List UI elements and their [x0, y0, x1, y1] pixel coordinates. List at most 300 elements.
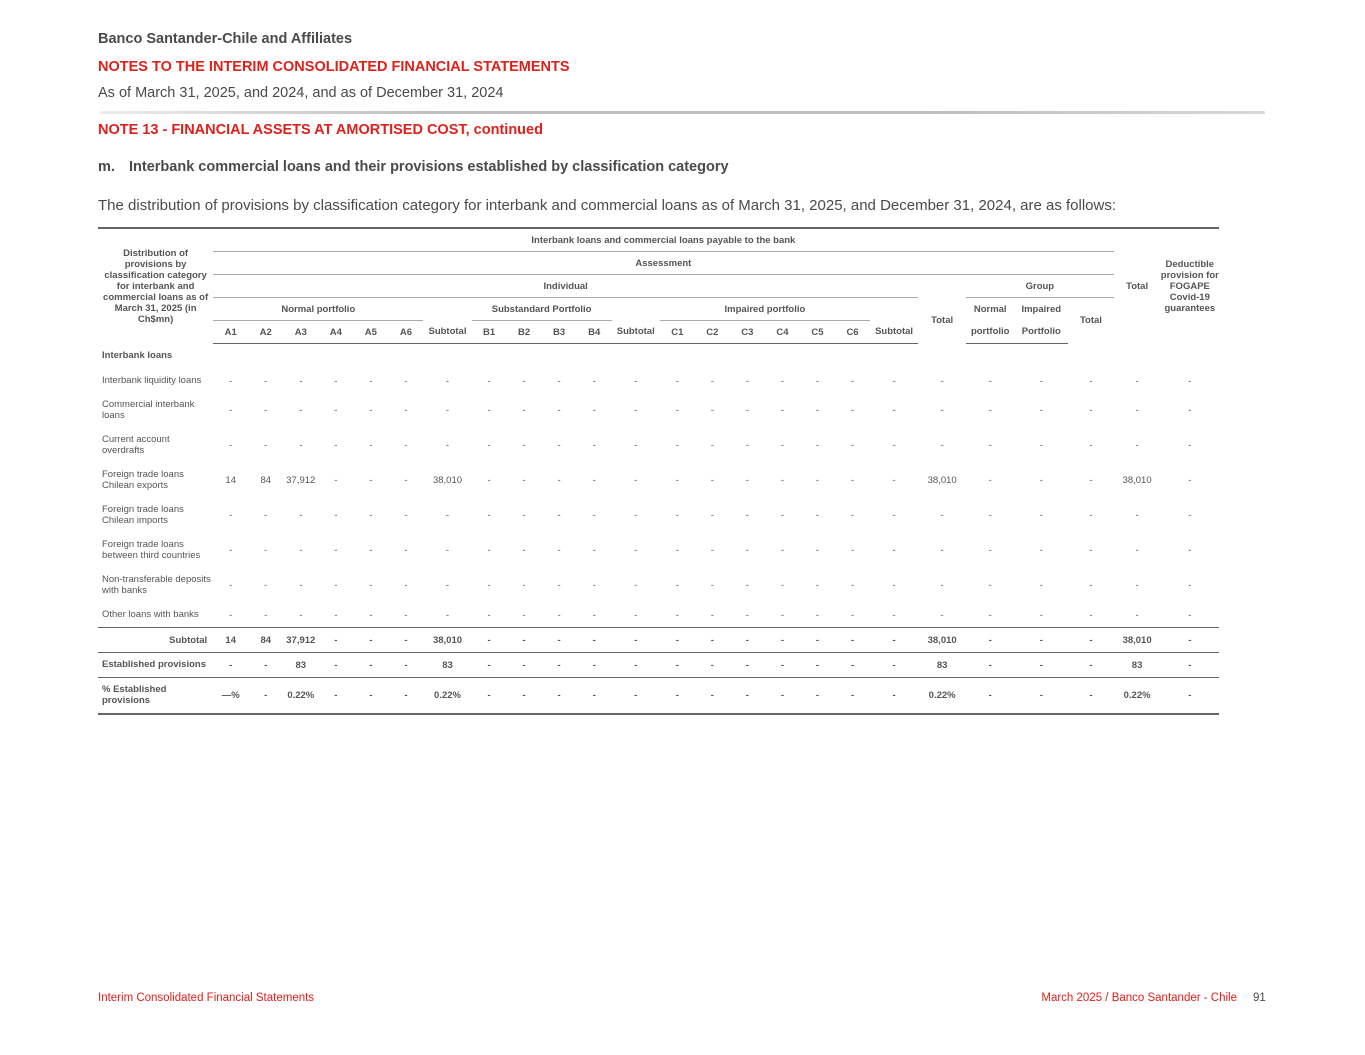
- column-header: C5: [800, 321, 835, 344]
- table-cell: -: [1135, 609, 1139, 621]
- table-cell: -: [1039, 545, 1043, 556]
- table-cell: -: [229, 375, 233, 387]
- table-cell: -: [892, 375, 896, 387]
- table-cell: -: [318, 653, 353, 678]
- table-cell: -: [695, 678, 730, 715]
- group-impaired-header: Impaired: [1021, 303, 1062, 315]
- table-cell: 38,010: [1114, 628, 1161, 653]
- table-cell: -: [612, 678, 660, 715]
- table-cell: -: [507, 628, 542, 653]
- table-cell: -: [634, 475, 638, 486]
- table-cell: -: [264, 510, 268, 521]
- table-cell: -: [487, 510, 491, 521]
- spacer-cell: [918, 275, 966, 298]
- table-cell: -: [634, 440, 638, 451]
- table-cell: -: [213, 653, 248, 678]
- table-cell: -: [815, 440, 820, 451]
- table-cell: -: [522, 475, 526, 486]
- table-cell: -: [557, 545, 561, 556]
- table-cell: -: [695, 653, 730, 678]
- table-cell: -: [710, 375, 714, 387]
- table-cell: -: [892, 609, 896, 621]
- row-label: Commercial interbank loans: [102, 399, 195, 421]
- table-cell: 83: [918, 653, 966, 678]
- table-cell: -: [1039, 609, 1043, 621]
- table-row: [98, 463, 1219, 498]
- table-cell: -: [675, 580, 679, 591]
- as-of-date: As of March 31, 2025, and 2024, and as of December 31, 2024: [98, 85, 504, 101]
- column-header: C2: [695, 321, 730, 344]
- table-cell: -: [815, 375, 820, 387]
- table-cell: -: [800, 628, 835, 653]
- table-cell: -: [940, 545, 944, 556]
- table-cell: -: [334, 405, 338, 416]
- table-cell: -: [966, 653, 1014, 678]
- table-cell: -: [966, 628, 1014, 653]
- table-cell: -: [522, 545, 526, 556]
- table-cell: -: [445, 405, 450, 416]
- table-cell: -: [800, 678, 835, 715]
- spacer-cell: [870, 298, 918, 321]
- table-cell: -: [780, 580, 785, 591]
- section-label: Interbank loans: [102, 350, 173, 361]
- table-cell: 14: [225, 475, 236, 486]
- row-label: Foreign trade loans Chilean imports: [102, 504, 184, 526]
- table-cell: -: [318, 628, 353, 653]
- table-cell: -: [487, 545, 491, 556]
- table-cell: -: [892, 510, 896, 521]
- assessment-header: Assessment: [213, 252, 1113, 275]
- table-cell: -: [299, 440, 303, 451]
- table-cell: -: [850, 510, 855, 521]
- table-cell: -: [557, 580, 561, 591]
- table-cell: 38,010: [423, 628, 471, 653]
- table-cell: -: [1089, 545, 1093, 556]
- table-cell: -: [299, 375, 303, 387]
- table-cell: -: [1068, 678, 1113, 715]
- individual-total-header: Total: [931, 315, 954, 326]
- table-cell: -: [1135, 510, 1139, 521]
- table-cell: -: [522, 440, 526, 451]
- table-cell: -: [695, 628, 730, 653]
- table-cell: -: [472, 678, 507, 715]
- table-cell: -: [369, 510, 373, 521]
- table-cell: -: [892, 580, 896, 591]
- table-cell: -: [1039, 375, 1043, 387]
- table-cell: -: [815, 609, 820, 621]
- table-cell: -: [229, 609, 233, 621]
- table-cell: -: [780, 609, 785, 621]
- table-cell: -: [988, 405, 992, 416]
- table-cell: -: [1014, 628, 1068, 653]
- table-cell: -: [404, 609, 408, 621]
- table-cell: -: [1089, 375, 1093, 387]
- table-cell: -: [940, 405, 944, 416]
- table-cell: -: [1039, 510, 1043, 521]
- spacer-cell: [612, 298, 660, 321]
- table-cell: -: [988, 580, 992, 591]
- group-normal-header-2: portfolio: [966, 321, 1014, 344]
- column-header: B2: [507, 321, 542, 344]
- table-cell: -: [404, 475, 408, 486]
- table-cell: -: [835, 653, 870, 678]
- column-header: C3: [730, 321, 765, 344]
- table-cell: -: [299, 510, 303, 521]
- column-header: Subtotal: [423, 321, 471, 344]
- table-cell: 84: [260, 475, 272, 486]
- table-row: [98, 568, 1219, 603]
- table-cell: -: [988, 545, 992, 556]
- table-cell: -: [445, 545, 450, 556]
- row-label: Subtotal: [98, 628, 213, 653]
- row-label: Non-transferable deposits with banks: [102, 574, 211, 596]
- table-cell: -: [388, 653, 423, 678]
- table-cell: -: [612, 653, 660, 678]
- table-cell: -: [404, 580, 408, 591]
- table-cell: -: [229, 440, 233, 451]
- table-cell: -: [542, 628, 577, 653]
- table-cell: -: [780, 440, 785, 451]
- column-header: A2: [248, 321, 283, 344]
- row-label: Interbank liquidity loans: [102, 374, 202, 386]
- table-cell: -: [1161, 628, 1219, 653]
- table-cell: -: [369, 440, 373, 451]
- column-header: B1: [472, 321, 507, 344]
- table-cell: -: [522, 510, 526, 521]
- table-cell: -: [1135, 545, 1139, 556]
- table-cell: -: [1089, 475, 1093, 486]
- table-cell: -: [870, 628, 918, 653]
- table-cell: -: [522, 609, 526, 621]
- table-row: [98, 678, 1219, 715]
- table-cell: -: [299, 580, 303, 591]
- table-cell: -: [1068, 628, 1113, 653]
- intro-paragraph: The distribution of provisions by classification category for interbank and commercial loans as of March 31, 2025, and December 31, 2024, are as follows:: [98, 197, 1117, 214]
- table-cell: -: [299, 545, 303, 556]
- normal-portfolio-header: Normal portfolio: [213, 298, 423, 321]
- provisions-table-wrap: [98, 227, 1219, 715]
- table-cell: -: [1188, 440, 1192, 451]
- column-header: B4: [577, 321, 612, 344]
- table-cell: -: [988, 609, 992, 621]
- section-title: Interbank commercial loans and their provisions established by classification category: [129, 159, 729, 175]
- table-cell: -: [780, 375, 785, 387]
- table-cell: -: [675, 405, 679, 416]
- table-cell: -: [940, 510, 944, 521]
- table-cell: -: [522, 375, 526, 387]
- table-cell: 83: [1114, 653, 1161, 678]
- table-cell: -: [634, 510, 638, 521]
- table-cell: -: [710, 405, 714, 416]
- table-cell: -: [815, 580, 820, 591]
- table-cell: -: [710, 545, 714, 556]
- table-cell: -: [710, 609, 714, 621]
- table-cell: 0.22%: [1114, 678, 1161, 715]
- table-cell: 0.22%: [283, 678, 318, 715]
- table-cell: -: [487, 475, 491, 486]
- table-cell: 83: [283, 653, 318, 678]
- provisions-table: [98, 227, 1219, 715]
- table-cell: -: [675, 609, 679, 621]
- table-cell: -: [404, 440, 408, 451]
- table-cell: -: [369, 405, 373, 416]
- table-cell: -: [264, 580, 268, 591]
- table-cell: -: [487, 375, 491, 387]
- table-cell: -: [745, 440, 749, 451]
- table-row: [98, 653, 1219, 678]
- deductible-header: Deductible provision for FOGAPE Covid-19 guarantees: [1161, 228, 1219, 344]
- table-cell: 84: [248, 628, 283, 653]
- table-cell: -: [264, 405, 268, 416]
- payable-header: Interbank loans and commercial loans payable to the bank: [213, 228, 1113, 252]
- company-name: Banco Santander-Chile and Affiliates: [98, 31, 353, 47]
- table-cell: -: [487, 405, 491, 416]
- table-cell: -: [940, 440, 944, 451]
- spacer-cell: [213, 344, 1219, 370]
- row-label: Foreign trade loans between third countries: [102, 539, 201, 561]
- table-cell: -: [1068, 653, 1113, 678]
- table-cell: -: [369, 475, 373, 486]
- table-cell: -: [835, 628, 870, 653]
- table-cell: -: [445, 609, 450, 621]
- table-cell: -: [592, 580, 596, 591]
- table-cell: -: [892, 545, 896, 556]
- table-cell: -: [940, 375, 944, 387]
- table-cell: -: [334, 475, 338, 486]
- header-divider: [100, 111, 1265, 114]
- table-cell: -: [229, 580, 233, 591]
- row-label: Current account overdrafts: [102, 434, 170, 456]
- table-cell: -: [634, 609, 638, 621]
- table-cell: -: [634, 580, 638, 591]
- table-cell: 38,010: [432, 475, 463, 486]
- table-cell: -: [1039, 405, 1043, 416]
- table-cell: -: [710, 510, 714, 521]
- table-cell: -: [800, 653, 835, 678]
- table-cell: -: [487, 440, 491, 451]
- table-cell: -: [850, 545, 855, 556]
- column-header: B3: [542, 321, 577, 344]
- table-cell: -: [353, 678, 388, 715]
- table-cell: -: [445, 440, 450, 451]
- table-cell: -: [730, 653, 765, 678]
- table-cell: -: [815, 405, 820, 416]
- table-cell: -: [1014, 653, 1068, 678]
- table-cell: -: [850, 609, 855, 621]
- table-cell: -: [264, 440, 268, 451]
- table-cell: -: [780, 510, 785, 521]
- table-cell: -: [248, 653, 283, 678]
- table-cell: -: [745, 405, 749, 416]
- table-cell: -: [592, 405, 596, 416]
- table-cell: -: [1188, 609, 1192, 621]
- table-cell: -: [487, 609, 491, 621]
- table-cell: -: [592, 440, 596, 451]
- total-header: Total: [1114, 228, 1161, 344]
- table-cell: -: [988, 375, 992, 387]
- table-cell: -: [388, 628, 423, 653]
- table-cell: -: [988, 440, 992, 451]
- notes-title: NOTES TO THE INTERIM CONSOLIDATED FINANCIAL STATEMENTS: [98, 59, 570, 75]
- table-cell: 83: [423, 653, 471, 678]
- table-cell: -: [334, 580, 338, 591]
- table-cell: -: [557, 475, 561, 486]
- table-cell: -: [1188, 545, 1192, 556]
- table-cell: -: [542, 653, 577, 678]
- table-cell: -: [445, 375, 450, 387]
- table-cell: -: [577, 678, 612, 715]
- table-cell: -: [1089, 609, 1093, 621]
- table-cell: -: [730, 628, 765, 653]
- table-cell: -: [660, 628, 695, 653]
- table-cell: -: [634, 405, 638, 416]
- table-cell: -: [815, 475, 820, 486]
- table-cell: -: [318, 678, 353, 715]
- row-label: Foreign trade loans Chilean exports: [102, 469, 184, 491]
- column-header: Subtotal: [870, 321, 918, 344]
- table-cell: -: [815, 545, 820, 556]
- table-cell: -: [745, 475, 749, 486]
- table-cell: -: [675, 440, 679, 451]
- table-cell: -: [334, 609, 338, 621]
- table-cell: -: [815, 510, 820, 521]
- table-cell: -: [710, 475, 714, 486]
- column-header: A1: [213, 321, 248, 344]
- table-cell: -: [1188, 475, 1192, 486]
- table-cell: -: [445, 580, 450, 591]
- table-cell: -: [592, 545, 596, 556]
- table-cell: -: [675, 545, 679, 556]
- table-row: [98, 498, 1219, 533]
- table-cell: -: [966, 678, 1014, 715]
- table-cell: -: [334, 375, 338, 387]
- table-cell: -: [369, 545, 373, 556]
- table-cell: -: [850, 375, 855, 387]
- table-cell: 38,010: [1122, 475, 1152, 486]
- table-body: [98, 344, 1219, 715]
- table-cell: -: [730, 678, 765, 715]
- table-cell: -: [472, 653, 507, 678]
- table-cell: -: [522, 405, 526, 416]
- table-cell: -: [592, 510, 596, 521]
- table-cell: -: [765, 628, 800, 653]
- table-cell: -: [660, 653, 695, 678]
- table-cell: -: [710, 580, 714, 591]
- table-cell: -: [388, 678, 423, 715]
- table-cell: -: [353, 653, 388, 678]
- table-cell: -: [988, 510, 992, 521]
- table-cell: -: [522, 580, 526, 591]
- section-number: m.: [98, 159, 115, 175]
- table-cell: -: [780, 545, 785, 556]
- column-header: C4: [765, 321, 800, 344]
- table-cell: -: [1161, 678, 1219, 715]
- table-cell: -: [1089, 405, 1093, 416]
- table-cell: -: [299, 609, 303, 621]
- table-cell: -: [1089, 580, 1093, 591]
- table-cell: -: [1039, 580, 1043, 591]
- table-cell: -: [1135, 580, 1139, 591]
- table-cell: -: [1188, 510, 1192, 521]
- table-cell: -: [892, 440, 896, 451]
- table-cell: -: [557, 375, 561, 387]
- table-cell: -: [1188, 375, 1192, 387]
- section-heading: [98, 159, 729, 175]
- table-cell: -: [264, 545, 268, 556]
- table-cell: -: [1135, 440, 1139, 451]
- table-cell: -: [353, 628, 388, 653]
- table-cell: -: [1188, 405, 1192, 416]
- table-cell: -: [229, 510, 233, 521]
- table-cell: -: [369, 580, 373, 591]
- table-cell: -: [870, 678, 918, 715]
- table-cell: -: [1089, 510, 1093, 521]
- group-header: Group: [966, 275, 1113, 298]
- table-cell: -: [334, 545, 338, 556]
- table-cell: -: [634, 545, 638, 556]
- table-cell: -: [850, 405, 855, 416]
- table-cell: -: [745, 545, 749, 556]
- table-cell: -: [765, 678, 800, 715]
- table-cell: -: [988, 475, 992, 486]
- table-cell: -: [248, 678, 283, 715]
- table-cell: -: [369, 609, 373, 621]
- table-row: [98, 369, 1219, 393]
- table-cell: -: [710, 440, 714, 451]
- table-cell: -: [940, 580, 944, 591]
- table-cell: -: [334, 440, 338, 451]
- row-label: % Established provisions: [98, 678, 213, 715]
- table-cell: -: [507, 653, 542, 678]
- table-cell: -: [445, 510, 450, 521]
- column-header: A6: [388, 321, 423, 344]
- table-cell: -: [229, 545, 233, 556]
- group-total-header: Total: [1079, 315, 1102, 327]
- table-cell: -: [835, 678, 870, 715]
- footer-left: Interim Consolidated Financial Statements: [98, 992, 315, 1004]
- table-cell: -: [557, 609, 561, 621]
- table-cell: -: [850, 475, 855, 486]
- table-cell: -: [1135, 405, 1139, 416]
- table-row: [98, 428, 1219, 463]
- table-cell: -: [472, 628, 507, 653]
- substandard-portfolio-header: Substandard Portfolio: [472, 298, 612, 321]
- column-header: A5: [353, 321, 388, 344]
- table-cell: -: [1039, 475, 1043, 486]
- table-cell: -: [557, 440, 561, 451]
- row-label: Other loans with banks: [102, 608, 199, 620]
- column-header: A4: [318, 321, 353, 344]
- table-cell: -: [1014, 678, 1068, 715]
- table-cell: -: [404, 510, 408, 521]
- table-cell: -: [557, 405, 561, 416]
- table-row: [98, 393, 1219, 428]
- table-cell: 0.22%: [423, 678, 471, 715]
- table-cell: -: [780, 405, 785, 416]
- column-header: C6: [835, 321, 870, 344]
- table-cell: -: [592, 475, 596, 486]
- table-cell: -: [675, 510, 679, 521]
- footer-right: March 2025 / Banco Santander - Chile: [1041, 992, 1237, 1004]
- table-cell: -: [780, 475, 785, 486]
- table-row: [98, 533, 1219, 568]
- table-cell: -: [1161, 653, 1219, 678]
- table-cell: -: [369, 375, 373, 387]
- table-cell: 37,912: [286, 475, 316, 486]
- table-cell: -: [404, 375, 408, 387]
- group-impaired-header-2: Portfolio: [1014, 321, 1068, 344]
- table-cell: -: [229, 405, 233, 416]
